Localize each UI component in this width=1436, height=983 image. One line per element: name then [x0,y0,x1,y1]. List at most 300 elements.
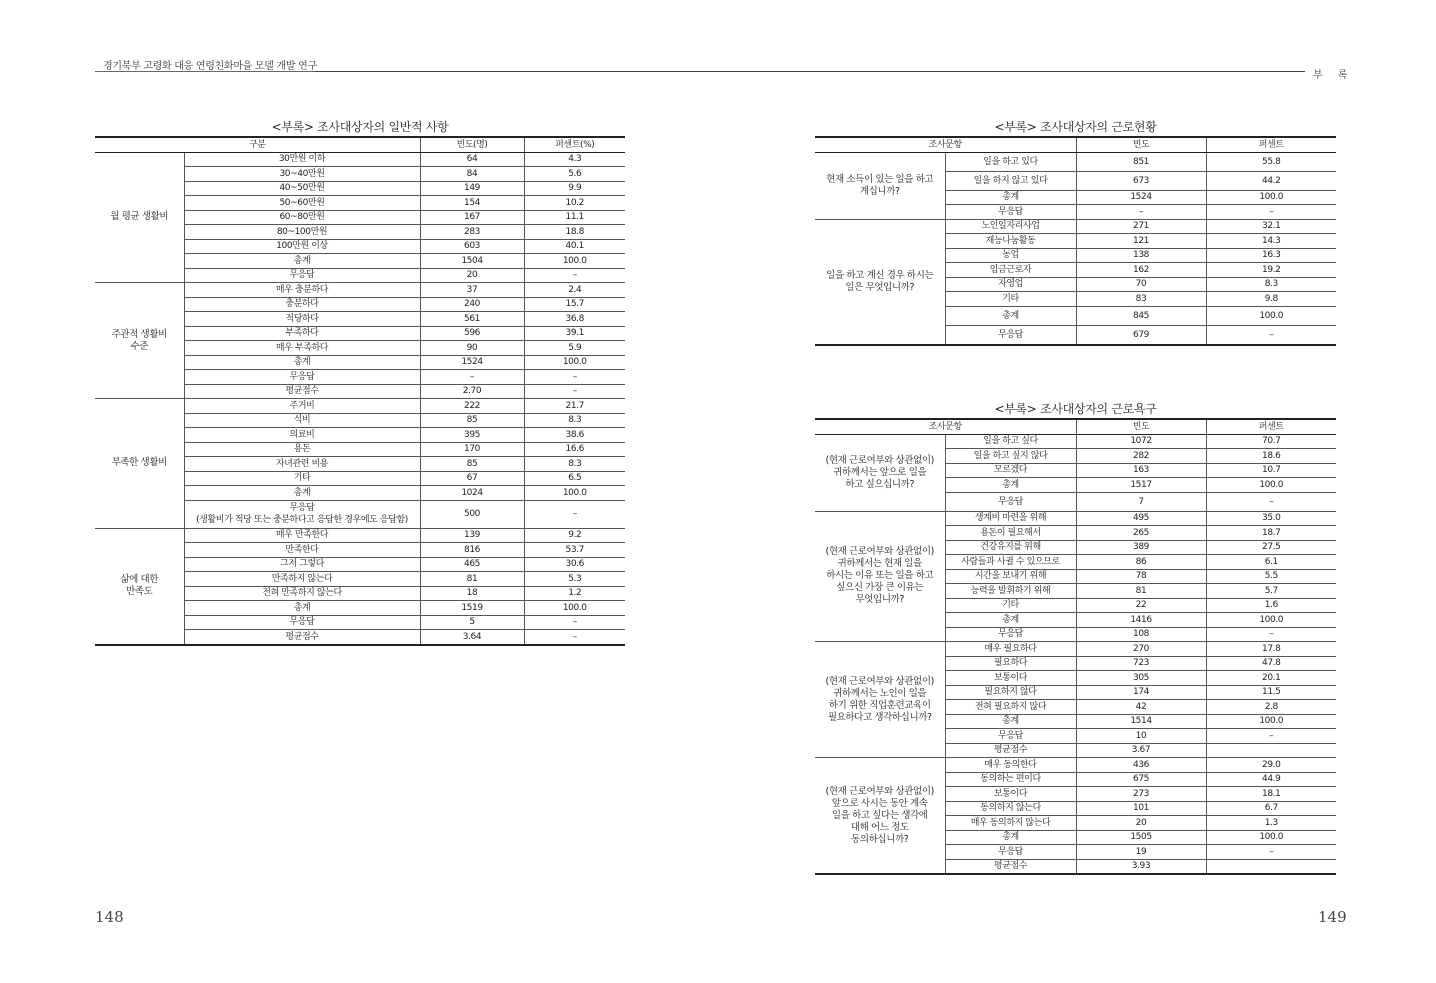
item-cell [184,370,420,385]
running-header-section: 부 록 [1313,70,1354,81]
item-label: 전혀 만족하지 않는다 [262,588,342,599]
item-cell [945,152,1076,171]
percent-cell: – [1206,325,1336,345]
percent-cell: 15.7 [524,297,625,312]
item-cell [945,569,1076,584]
group-label-line: 싶으신 가장 큰 이유는 [836,582,924,594]
column-header: 퍼센트(%) [524,137,625,152]
percent-cell: 35.0 [1206,511,1336,526]
frequency-cell: 1024 [420,486,524,501]
item-label: 기타 [1002,600,1019,611]
frequency-cell: 170 [420,442,524,457]
frequency-cell: 465 [420,557,524,572]
table-row [815,642,1336,657]
column-header: 빈도(명) [420,137,524,152]
group-label [815,511,945,642]
item-cell [945,700,1076,715]
item-label: 총계 [1002,832,1019,843]
frequency-cell: 845 [1076,306,1206,325]
percent-cell [1206,743,1336,758]
frequency-cell: 1072 [1076,434,1206,449]
group-label-line: 하시는 이유 또는 일을 하고 [826,570,934,582]
percent-cell: – [524,500,625,528]
item-label: 무응답 [998,329,1023,340]
frequency-cell: – [420,370,524,385]
percent-cell: 55.8 [1206,152,1336,171]
percent-cell: – [524,384,625,399]
item-label: 무응답 [289,371,315,382]
group-label [815,434,945,511]
item-label: 평균점수 [285,631,319,642]
group-label-line: 수준 [130,340,149,352]
frequency-cell: 20 [1076,816,1206,831]
item-label: 용돈이 필요해서 [980,527,1041,538]
item-cell [184,471,420,486]
item-cell [184,152,420,167]
percent-cell: 32.1 [1206,219,1336,234]
percent-cell: 100.0 [1206,613,1336,628]
group-label [815,642,945,758]
percent-cell: 11.1 [524,210,625,225]
item-label: 50~60만원 [279,197,325,208]
item-label: 만족한다 [285,544,319,555]
item-cell [945,743,1076,758]
frequency-cell: 436 [1076,758,1206,773]
percent-cell: 27.5 [1206,540,1336,555]
item-cell [945,263,1076,278]
percent-cell: 100.0 [524,254,625,269]
item-label: 매우 만족한다 [275,530,329,541]
percent-cell: 100.0 [1206,190,1336,205]
item-cell [945,526,1076,541]
column-header: 빈도 [1076,419,1206,434]
item-cell [184,630,420,645]
item-label: 평균점수 [993,745,1028,756]
item-cell [184,413,420,428]
running-header-title: 경기북부 고령화 대응 연령친화마을 모델 개발 연구 [103,61,317,72]
group-label-line: 귀하께서는 노인이 일을 [833,687,927,699]
table-row [815,219,1336,234]
item-cell [184,543,420,558]
item-label: 40~50만원 [279,183,325,194]
item-cell [184,225,420,240]
frequency-cell: 67 [420,471,524,486]
percent-cell: 2.4 [524,283,625,298]
frequency-cell: 3.67 [1076,743,1206,758]
frequency-cell: 495 [1076,511,1206,526]
frequency-cell: 389 [1076,540,1206,555]
item-label: 매우 동의하지 않는다 [970,817,1051,828]
percent-cell: 44.2 [1206,171,1336,190]
frequency-cell: 240 [420,297,524,312]
item-cell [945,613,1076,628]
percent-cell: 9.8 [1206,292,1336,307]
item-cell [945,816,1076,831]
item-cell [184,528,420,543]
group-label [95,399,184,529]
item-label: 일을 하고 있다 [983,156,1038,167]
percent-cell: 5.6 [524,167,625,182]
percent-cell: 18.6 [1206,449,1336,464]
item-cell [184,239,420,254]
item-label: 100만원 이상 [276,241,328,252]
item-cell [184,341,420,356]
frequency-cell: 270 [1076,642,1206,657]
item-label: 적당하다 [285,313,319,324]
group-label [95,528,184,645]
frequency-cell: 395 [420,428,524,443]
item-cell [945,642,1076,657]
item-label: 무응답 [998,730,1023,741]
percent-cell: 100.0 [1206,306,1336,325]
frequency-cell: 18 [420,586,524,601]
item-cell [184,457,420,472]
percent-cell: 2.8 [1206,700,1336,715]
item-cell [184,442,420,457]
group-label-line: 대해 어느 정도 [850,821,909,833]
item-label: 매우 동의한다 [984,759,1037,770]
item-cell [945,205,1076,220]
frequency-cell: 675 [1076,772,1206,787]
item-cell [945,656,1076,671]
column-header: 빈도 [1076,137,1206,152]
item-cell [945,511,1076,526]
item-label: 무응답 [289,270,315,281]
item-label: 전혀 필요하지 않다 [974,701,1047,712]
item-label: 무응답 [289,503,315,513]
percent-cell: 1.6 [1206,598,1336,613]
group-label [815,219,945,345]
percent-cell: 21.7 [524,399,625,414]
item-label: 총계 [1002,614,1019,625]
frequency-cell: 163 [1076,463,1206,478]
item-label: 30~40만원 [279,168,325,179]
frequency-cell: 1514 [1076,714,1206,729]
percent-cell: 100.0 [1206,478,1336,493]
header-rule [95,71,315,72]
frequency-cell: 673 [1076,171,1206,190]
percent-cell: 10.7 [1206,463,1336,478]
group-label-line: 하기 위한 직업훈련교육이 [828,699,931,711]
item-cell [945,787,1076,802]
item-cell [184,167,420,182]
percent-cell: 8.3 [524,413,625,428]
item-label: 의료비 [289,429,315,440]
frequency-cell: 64 [420,152,524,167]
item-label: 동의하지 않는다 [980,803,1041,814]
item-cell [945,598,1076,613]
item-cell [945,859,1076,874]
percent-cell: 100.0 [524,486,625,501]
frequency-cell: 108 [1076,627,1206,642]
item-label: 동의하는 편이다 [980,774,1041,785]
frequency-cell: 86 [1076,555,1206,570]
frequency-cell: 271 [1076,219,1206,234]
frequency-cell: 5 [420,615,524,630]
frequency-cell: 2.70 [420,384,524,399]
item-label: 보통이다 [993,788,1028,799]
column-header: 퍼센트 [1206,419,1336,434]
frequency-cell: 679 [1076,325,1206,345]
percent-cell: 6.1 [1206,555,1336,570]
item-label: 주거비 [289,400,315,411]
table-row [815,758,1336,773]
percent-cell: 19.2 [1206,263,1336,278]
item-label: 총계 [1002,716,1019,727]
item-label: 일을 하지 않고 있다 [973,175,1048,186]
column-header: 퍼센트 [1206,137,1336,152]
percent-cell: 10.2 [524,196,625,211]
item-label: 무응답 [289,617,315,628]
item-label: 재능나눔활동 [985,235,1036,246]
frequency-cell: 90 [420,341,524,356]
item-label: 일을 하고 싶다 [983,436,1038,447]
table-row [95,283,625,298]
frequency-cell: 121 [1076,234,1206,249]
percent-cell: 70.7 [1206,434,1336,449]
percent-cell: 16.3 [1206,248,1336,263]
item-cell [945,492,1076,511]
percent-cell: 14.3 [1206,234,1336,249]
item-cell [184,399,420,414]
percent-cell [1206,859,1336,874]
percent-cell: 11.5 [1206,685,1336,700]
item-cell [184,615,420,630]
item-cell [945,248,1076,263]
item-label: 필요하지 않다 [984,687,1037,698]
percent-cell: – [524,630,625,645]
percent-cell: – [1206,729,1336,744]
frequency-cell: 37 [420,283,524,298]
percent-cell: 6.7 [1206,801,1336,816]
item-label: 노인일자리사업 [981,221,1040,232]
frequency-cell: 816 [420,543,524,558]
item-label: 총계 [293,357,311,368]
item-label: 무응답 [998,206,1023,217]
item-cell [184,384,420,399]
item-label: 총계 [1002,479,1019,490]
item-label: 60~80만원 [279,212,325,223]
frequency-cell: 83 [1076,292,1206,307]
group-label [95,152,184,283]
item-label: 평균점수 [993,861,1028,872]
column-header: 구분 [95,137,420,152]
frequency-cell: 1505 [1076,830,1206,845]
frequency-cell: 139 [420,528,524,543]
table-row [815,152,1336,171]
item-cell [945,758,1076,773]
frequency-cell: 149 [420,181,524,196]
header-rule-long [315,71,1305,72]
percent-cell: 47.8 [1206,656,1336,671]
page-number-right: 149 [1318,908,1347,926]
item-label: 생계비 마련을 위해 [974,513,1047,524]
item-cell [945,584,1076,599]
item-label: 총계 [1002,310,1019,321]
item-cell [184,181,420,196]
group-label-line: 일을 하고 계신 경우 하시는 [826,269,934,281]
item-label: 매우 부족하다 [275,342,329,353]
group-label-line: 부족한 생활비 [111,457,167,469]
frequency-cell: 78 [1076,569,1206,584]
item-label: 80~100만원 [276,226,328,237]
frequency-cell: 22 [1076,598,1206,613]
frequency-cell: 305 [1076,671,1206,686]
group-label-line: 동의하십니까? [851,833,909,845]
percent-cell: 5.7 [1206,584,1336,599]
item-label: 만족하지 않는다 [271,573,333,584]
item-label: 사람들과 사귈 수 있으므로 [961,556,1060,567]
item-cell [945,306,1076,325]
table-row [95,152,625,167]
frequency-cell: – [1076,205,1206,220]
item-cell [184,586,420,601]
percent-cell: 30.6 [524,557,625,572]
general-characteristics-table [95,136,625,646]
item-label: 무응답 [998,629,1023,640]
percent-cell: 39.1 [524,326,625,341]
table-row [815,434,1336,449]
item-cell [184,312,420,327]
group-label-line: 일을 하고 싶다는 생각에 [831,809,928,821]
frequency-cell: 283 [420,225,524,240]
item-label: 필요하다 [993,658,1028,669]
item-cell [184,297,420,312]
group-label-line: 하고 싶으십니까? [845,478,915,490]
group-label-line: (현재 근로여부와 상관없이) [825,546,934,558]
item-cell [184,572,420,587]
frequency-cell: 20 [420,268,524,283]
frequency-cell: 500 [420,500,524,528]
percent-cell: 38.6 [524,428,625,443]
frequency-cell: 162 [1076,263,1206,278]
item-cell [945,671,1076,686]
group-label-line: 필요하다고 생각하십니까? [827,711,932,723]
item-cell [184,601,420,616]
group-label-line: (현재 근로여부와 상관없이) [825,675,934,687]
percent-cell: 9.9 [524,181,625,196]
group-label [815,152,945,219]
item-cell [945,845,1076,860]
percent-cell: – [1206,492,1336,511]
percent-cell: 100.0 [524,601,625,616]
item-label: 건강유지를 위해 [980,542,1041,553]
item-label: 무응답 [998,846,1023,857]
item-cell [945,801,1076,816]
item-label: 자영업 [998,279,1023,290]
item-cell [184,557,420,572]
item-label: 자녀관련 비용 [275,458,329,469]
frequency-cell: 1519 [420,601,524,616]
frequency-cell: 282 [1076,449,1206,464]
item-cell [945,685,1076,700]
table2-caption: <부록> 조사대상자의 근로현황 [994,120,1157,134]
percent-cell: 18.1 [1206,787,1336,802]
item-label: 30만원 이하 [278,154,326,165]
percent-cell: – [1206,627,1336,642]
item-cell [945,292,1076,307]
item-label: 총계 [1002,192,1019,203]
frequency-cell: 1517 [1076,478,1206,493]
percent-cell: 4.3 [524,152,625,167]
item-cell [945,478,1076,493]
item-cell [945,627,1076,642]
frequency-cell: 81 [420,572,524,587]
item-cell [945,540,1076,555]
item-label: 매우 필요하다 [984,643,1037,654]
frequency-cell: 1524 [1076,190,1206,205]
item-cell [945,171,1076,190]
frequency-cell: 603 [420,239,524,254]
frequency-cell: 273 [1076,787,1206,802]
group-label-line: 월 평균 생활비 [110,211,169,223]
table3-caption: <부록> 조사대상자의 근로욕구 [994,402,1157,416]
item-label: 농업 [1002,250,1019,261]
percent-cell: 100.0 [1206,714,1336,729]
item-label: 총계 [293,255,311,266]
percent-cell: 8.3 [1206,277,1336,292]
percent-cell: – [524,370,625,385]
frequency-cell: 222 [420,399,524,414]
work-status-table [815,136,1336,346]
frequency-cell: 723 [1076,656,1206,671]
item-cell [945,219,1076,234]
group-label-line: 삶에 대한 [120,574,159,585]
frequency-cell: 561 [420,312,524,327]
item-cell [945,729,1076,744]
frequency-cell: 1524 [420,355,524,370]
percent-cell: 1.2 [524,586,625,601]
table-row [815,511,1336,526]
frequency-cell: 19 [1076,845,1206,860]
percent-cell: 44.9 [1206,772,1336,787]
percent-cell: 18.7 [1206,526,1336,541]
column-header: 조사문항 [815,137,1076,152]
frequency-cell: 42 [1076,700,1206,715]
frequency-cell: 85 [420,457,524,472]
item-cell [184,500,420,528]
frequency-cell: 174 [1076,685,1206,700]
item-label: 보통이다 [993,672,1028,683]
item-cell [945,234,1076,249]
item-label: 모르겠다 [993,465,1028,476]
percent-cell: 5.9 [524,341,625,356]
percent-cell: 1.3 [1206,816,1336,831]
item-cell [945,714,1076,729]
item-cell [945,277,1076,292]
frequency-cell: 3.64 [420,630,524,645]
frequency-cell: 154 [420,196,524,211]
item-cell [184,428,420,443]
frequency-cell: 101 [1076,801,1206,816]
table1-caption: <부록> 조사대상자의 일반적 사항 [271,120,449,134]
item-cell [184,268,420,283]
frequency-cell: 3.93 [1076,859,1206,874]
frequency-cell: 265 [1076,526,1206,541]
percent-cell: 100.0 [1206,830,1336,845]
item-cell [945,190,1076,205]
group-label-line: (현재 근로여부와 상관없이) [825,785,934,797]
work-desire-table [815,418,1336,875]
table-row [95,528,625,543]
item-label: 충분하다 [285,299,319,310]
item-cell [945,830,1076,845]
percent-cell: 20.1 [1206,671,1336,686]
table-row [95,399,625,414]
item-cell [945,449,1076,464]
item-label: 기타 [293,473,311,484]
item-cell [945,434,1076,449]
